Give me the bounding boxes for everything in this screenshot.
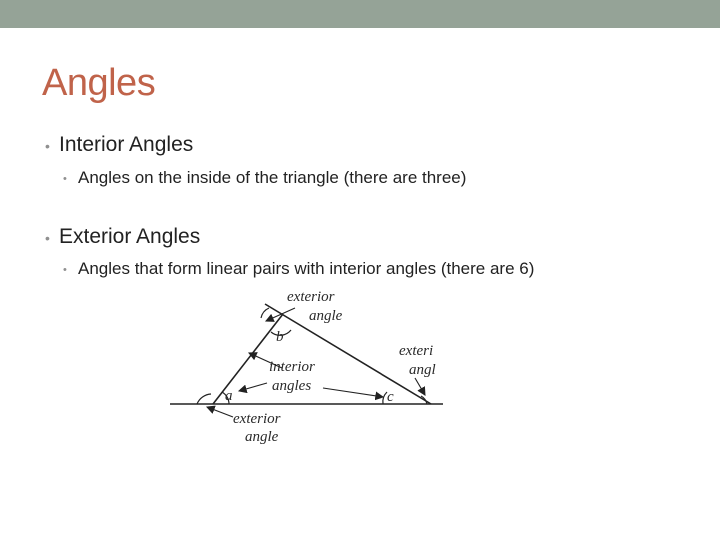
interior-label-line2: angles	[272, 378, 312, 394]
exterior-top-label-line2: angle	[309, 308, 343, 324]
exterior-right-label-line1: exteri	[399, 343, 434, 359]
vertex-label-b: b	[276, 329, 284, 345]
top-bar	[0, 0, 720, 28]
vertex-label-c: c	[387, 389, 394, 405]
sub-bullet-text: Angles on the inside of the triangle (there are three)	[78, 168, 467, 187]
exterior-bottom-label-line1: exterior	[233, 411, 281, 427]
triangle-angles-diagram	[165, 284, 445, 450]
bullet-dot: •	[63, 264, 67, 276]
interior-arrow-to-a	[239, 383, 267, 391]
bullet-heading: Interior Angles	[59, 133, 194, 156]
sub-bullet-text: Angles that form linear pairs with interior angles (there are 6)	[78, 259, 535, 278]
bullet-dot: •	[45, 230, 50, 246]
exterior-arc-a	[197, 394, 211, 404]
bullet-dot: •	[45, 138, 50, 154]
exterior-right-arrow	[415, 378, 425, 395]
slide-title: Angles	[42, 62, 156, 104]
bullet-exterior-angles	[45, 224, 200, 250]
sub-bullet-exterior-description	[63, 258, 534, 280]
exterior-right-label-line2: angl	[409, 362, 436, 378]
interior-arrow-to-c	[323, 388, 383, 397]
bullet-dot: •	[63, 173, 67, 185]
bullet-heading: Exterior Angles	[59, 225, 201, 248]
bullet-interior-angles	[45, 132, 193, 158]
triangle-angles-figure	[165, 284, 445, 450]
vertex-label-a: a	[225, 388, 233, 404]
exterior-arc-b	[261, 308, 269, 318]
exterior-bottom-arrow	[207, 407, 233, 417]
interior-label-line1: interior	[269, 359, 315, 375]
exterior-top-label-line1: exterior	[287, 289, 335, 305]
exterior-bottom-label-line2: angle	[245, 429, 279, 445]
sub-bullet-interior-description	[63, 167, 466, 189]
